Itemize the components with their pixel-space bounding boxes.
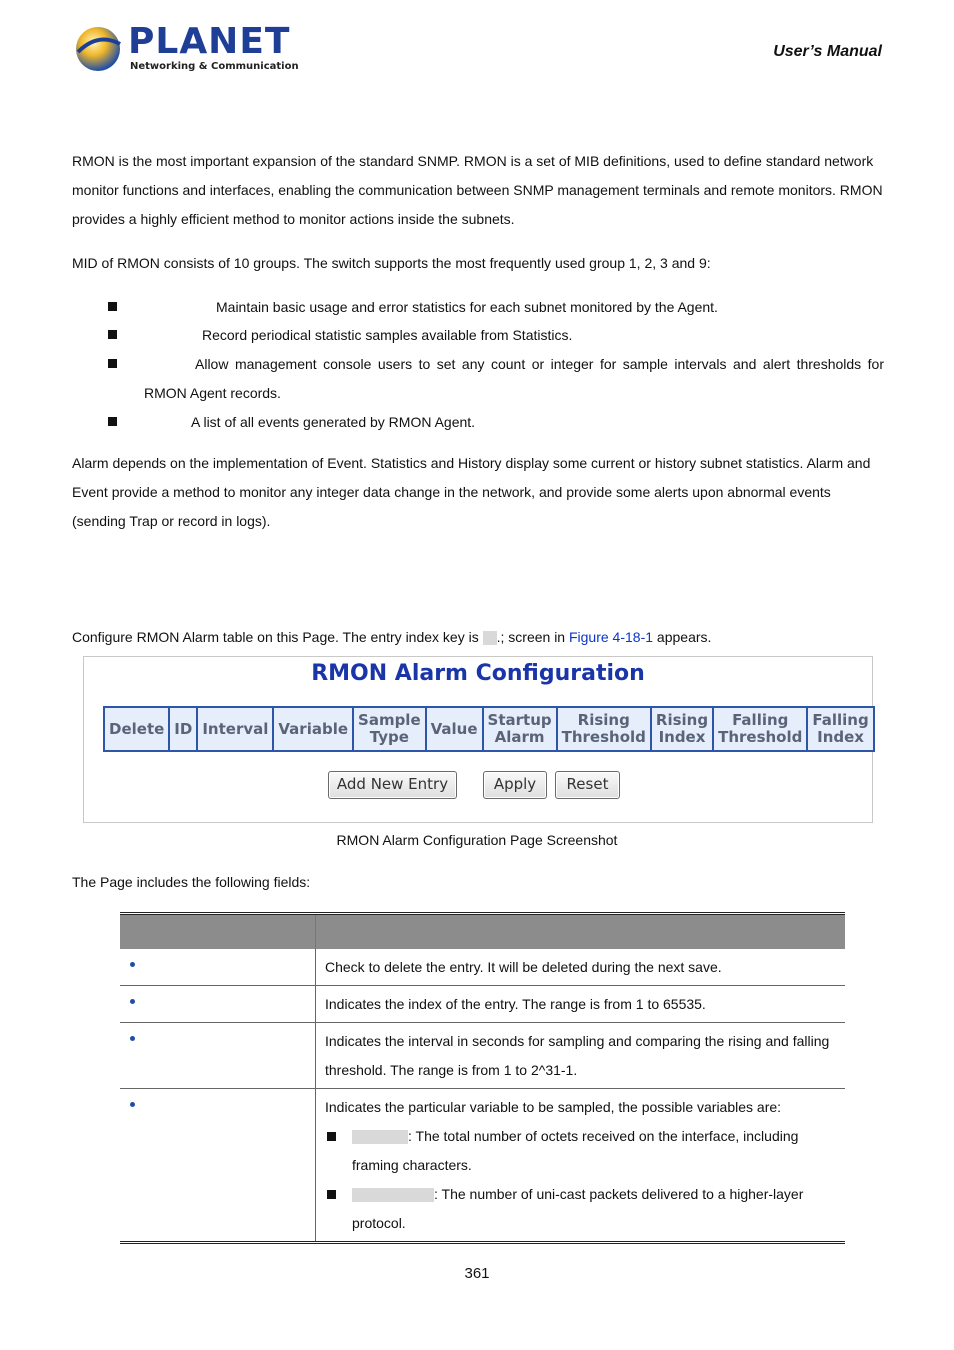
column-header: Variable — [273, 707, 353, 751]
add-new-entry-button[interactable]: Add New Entry — [328, 771, 457, 799]
field-desc-id: Indicates the index of the entry. The range is from 1 to 65535. — [316, 986, 846, 1023]
column-header: Falling Threshold — [713, 707, 807, 751]
bullet-icon — [327, 1132, 336, 1141]
bullet-icon — [108, 302, 117, 311]
reset-button[interactable]: Reset — [555, 771, 620, 799]
bullet-icon — [130, 1102, 135, 1107]
groups-paragraph: MID of RMON consists of 10 groups. The switch supports the most frequently used group 1, 2, 3 and 9: — [72, 255, 711, 271]
variable-name-placeholder — [352, 1130, 408, 1144]
bullet-icon — [108, 417, 117, 426]
intro-paragraph: RMON is the most important expansion of the standard SNMP. RMON is a set of MIB definitions, used to define standard network monitor functions and interfaces, enabling the communication between SNMP management terminals and remote monitors. RMON provides a highly efficient method to monitor actions inside the subnets. — [72, 153, 883, 227]
column-header: Value — [426, 707, 483, 751]
column-header: Rising Threshold — [557, 707, 651, 751]
field-desc-interval: Indicates the interval in seconds for sampling and comparing the rising and falling threshold. The range is from 1 to 2^31-1. — [316, 1023, 846, 1089]
field-desc-variable: Indicates the particular variable to be sampled, the possible variables are: : The total number of octets received on the interface, including framing characters. : The number of uni-cast packets delivered to a higher-layer protocol. — [316, 1089, 846, 1243]
column-header: ID — [169, 707, 197, 751]
table-row — [120, 1023, 845, 1089]
fields-table — [120, 912, 845, 1244]
panel-title: RMON Alarm Configuration — [311, 661, 645, 686]
figure-caption: RMON Alarm Configuration Page Screenshot — [336, 832, 618, 848]
bullet-icon — [108, 359, 117, 368]
page-number: 361 — [464, 1265, 490, 1282]
field-desc-delete: Check to delete the entry. It will be deleted during the next save. — [316, 949, 846, 986]
group-alarm: Allow management console users to set any count or integer for sample intervals and alert thresholds for RMON Agent records. — [144, 356, 884, 401]
column-header: Rising Index — [651, 707, 713, 751]
figure-link[interactable]: Figure 4-18-1 — [568, 629, 654, 645]
table-row — [120, 986, 845, 1023]
apply-button[interactable]: Apply — [483, 771, 547, 799]
fields-intro: The Page includes the following fields: — [72, 874, 311, 890]
manual-label: User’s Manual — [773, 43, 882, 60]
alarm-event-paragraph: Alarm depends on the implementation of Event. Statistics and History display some current or history subnet statistics. Alarm and Event provide a method to monitor any integer data change in the network, and provide some alerts upon abnormal events (sending Trap or record in logs). — [72, 455, 871, 529]
column-header: Interval — [197, 707, 273, 751]
fields-header-row — [120, 914, 845, 950]
config-intro: Configure RMON Alarm table on this Page. The entry index key is .; screen in Figure 4-18-1 appears. — [72, 629, 712, 645]
variable-option: : The number of uni-cast packets delivered to a higher-layer protocol. — [325, 1180, 837, 1238]
column-header: Delete — [104, 707, 169, 751]
index-key-placeholder — [483, 631, 497, 645]
column-header: Falling Index — [807, 707, 873, 751]
bullet-icon — [130, 962, 135, 967]
logo-text: PLANET — [128, 21, 291, 62]
variable-option: : The total number of octets received on the interface, including framing characters. — [325, 1122, 837, 1180]
bullet-icon — [108, 330, 117, 339]
column-header: Startup Alarm — [483, 707, 557, 751]
rmon-alarm-panel — [83, 656, 873, 823]
bullet-icon — [130, 999, 135, 1004]
group-event: A list of all events generated by RMON Agent. — [191, 414, 476, 430]
bullet-icon — [327, 1190, 336, 1199]
rmon-alarm-table — [103, 706, 875, 752]
logo-tagline: Networking & Communication — [130, 61, 299, 72]
column-header: Sample Type — [353, 707, 426, 751]
variable-name-placeholder — [352, 1188, 434, 1202]
table-row — [120, 949, 845, 986]
table-row — [120, 1089, 845, 1243]
group-history: Record periodical statistic samples available from Statistics. — [202, 327, 573, 343]
bullet-icon — [130, 1036, 135, 1041]
header-cell — [316, 914, 846, 950]
group-statistics: Maintain basic usage and error statistics for each subnet monitored by the Agent. — [216, 299, 718, 315]
header-cell — [120, 914, 316, 950]
